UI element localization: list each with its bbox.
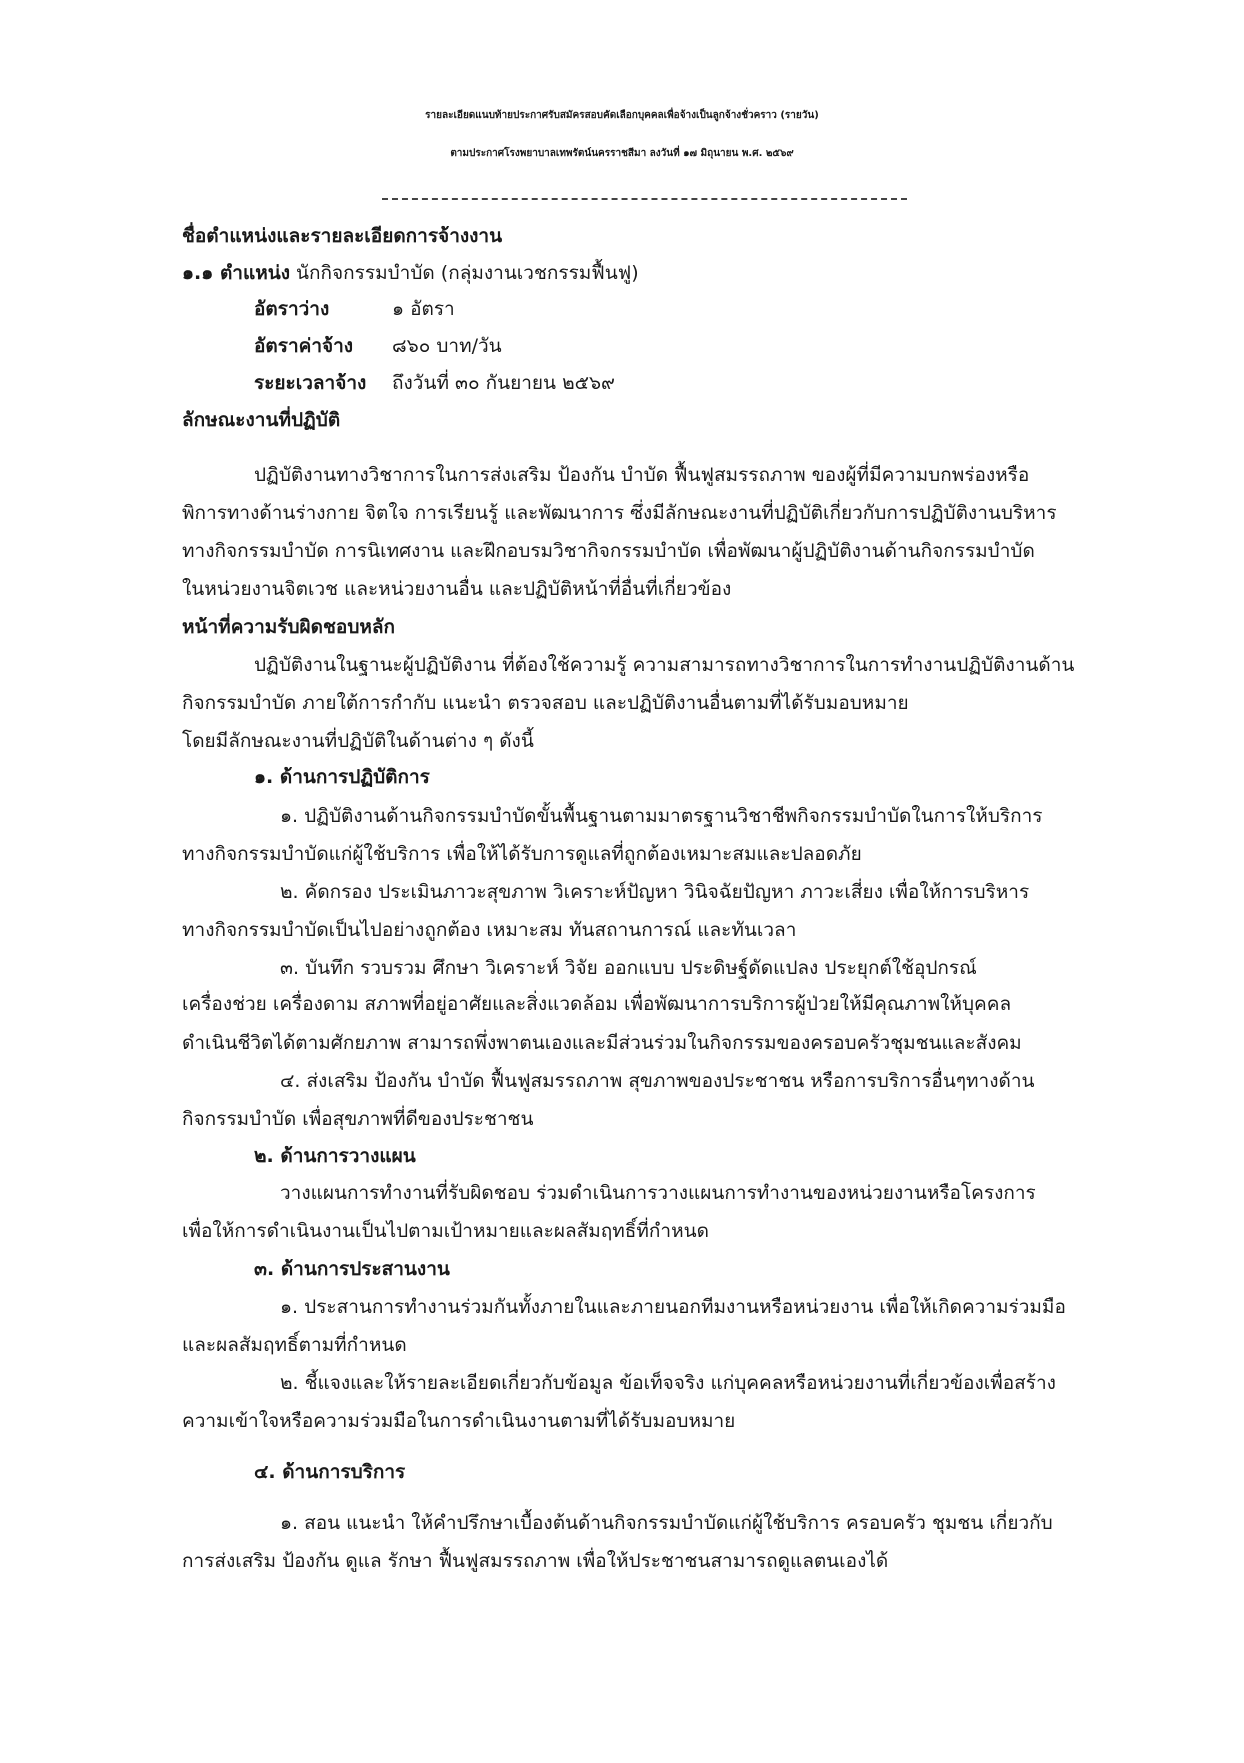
period-value: ถึงวันที่ ๓๐ กันยายน ๒๕๖๙ [392,372,615,394]
operations-line: ทางกิจกรรมบำบัดเป็นไปอย่างถูกต้อง เหมาะสม ทันสถานการณ์ และทันเวลา [182,919,797,941]
service-line: การส่งเสริม ป้องกัน ดูแล รักษา ฟื้นฟูสมรรถภาพ เพื่อให้ประชาชนสามารถดูแลตนเองได้ [182,1550,889,1572]
operations-line: ๓. บันทึก รวบรวม ศึกษา วิเคราะห์ วิจัย ออกแบบ ประดิษฐ์ดัดแปลง ประยุกต์ใช้อุปกรณ์ [280,957,977,979]
position-name: นักกิจกรรมบำบัด (กลุ่มงานเวชกรรมฟื้นฟู) [296,262,639,284]
operations-line: ๒. คัดกรอง ประเมินภาวะสุขภาพ วิเคราะห์ปัญหา วินิจฉัยปัญหา ภาวะเสี่ยง เพื่อให้การบริหาร [280,881,1030,903]
document-title-line-2: ตามประกาศโรงพยาบาลเทพรัตน์นครราชสีมา ลงวันที่ ๑๗ มิถุนายน พ.ศ. ๒๕๖๙ [450,148,794,159]
operations-line: เครื่องช่วย เครื่องดาม สภาพที่อยู่อาศัยและสิ่งแวดล้อม เพื่อพัฒนาการบริการผู้ป่วยให้มีคุณภาพให้บุคคล [182,993,1012,1015]
work-nature-line: ทางกิจกรรมบำบัด การนิเทศงาน และฝึกอบรมวิชากิจกรรมบำบัด เพื่อพัฒนาผู้ปฏิบัติงานด้านกิจกรรมบำบัด [182,540,1035,562]
operations-line: กิจกรรมบำบัด เพื่อสุขภาพที่ดีของประชาชน [182,1108,534,1130]
operations-line: ดำเนินชีวิตได้ตามศักยภาพ สามารถพึ่งพาตนเองและมีส่วนร่วมในกิจกรรมของครอบครัวชุมชนและสังคม [182,1032,1022,1054]
operations-heading: ๑. ด้านการปฏิบัติการ [254,766,430,788]
coordination-heading: ๓. ด้านการประสานงาน [254,1258,450,1280]
coordination-line: ๑. ประสานการทำงานร่วมกันทั้งภายในและภายนอกทีมงานหรือหน่วยงาน เพื่อให้เกิดความร่วมมือ [280,1296,1066,1318]
position-number-label: ๑.๑ ตำแหน่ง [182,262,290,284]
wage-label: อัตราค่าจ้าง [254,335,354,357]
work-nature-line: ในหน่วยงานจิตเวช และหน่วยงานอื่น และปฏิบัติหน้าที่อื่นที่เกี่ยวข้อง [182,578,732,600]
coordination-line: ๒. ชี้แจงและให้รายละเอียดเกี่ยวกับข้อมูล ข้อเท็จจริง แก่บุคคลหรือหน่วยงานที่เกี่ยวข้องเพื่อสร้าง [280,1372,1056,1394]
duties-intro-line: กิจกรรมบำบัด ภายใต้การกำกับ แนะนำ ตรวจสอบ และปฏิบัติงานอื่นตามที่ได้รับมอบหมาย [182,692,909,714]
vacancy-value: ๑ อัตรา [392,298,455,320]
operations-line: ๑. ปฏิบัติงานด้านกิจกรรมบำบัดขั้นพื้นฐานตามมาตรฐานวิชาชีพกิจกรรมบำบัดในการให้บริการ [280,805,1043,827]
duties-intro-line: โดยมีลักษณะงานที่ปฏิบัติในด้านต่าง ๆ ดังนี้ [182,730,534,752]
period-label: ระยะเวลาจ้าง [254,372,367,394]
document-title-line-1: รายละเอียดแนบท้ายประกาศรับสมัครสอบคัดเลือกบุคคลเพื่อจ้างเป็นลูกจ้างชั่วคราว (รายวัน) [425,110,819,121]
coordination-line: ความเข้าใจหรือความร่วมมือในการดำเนินงานตามที่ได้รับมอบหมาย [182,1410,736,1432]
coordination-line: และผลสัมฤทธิ์ตามที่กำหนด [182,1334,407,1356]
operations-line: ทางกิจกรรมบำบัดแก่ผู้ใช้บริการ เพื่อให้ได้รับการดูแลที่ถูกต้องเหมาะสมและปลอดภัย [182,843,862,865]
duties-heading: หน้าที่ความรับผิดชอบหลัก [182,616,396,638]
duties-intro-line: ปฏิบัติงานในฐานะผู้ปฏิบัติงาน ที่ต้องใช้ความรู้ ความสามารถทางวิชาการในการทำงานปฏิบัติงานด้าน [254,654,1075,676]
wage-value: ๘๖๐ บาท/วัน [392,335,502,357]
work-nature-heading: ลักษณะงานที่ปฏิบัติ [182,409,341,431]
planning-line: เพื่อให้การดำเนินงานเป็นไปตามเป้าหมายและผลสัมฤทธิ์ที่กำหนด [182,1220,709,1242]
section-title: ชื่อตำแหน่งและรายละเอียดการจ้างงาน [182,225,503,247]
work-nature-line: พิการทางด้านร่างกาย จิตใจ การเรียนรู้ และพัฒนาการ ซึ่งมีลักษณะงานที่ปฏิบัติเกี่ยวกับการปฏิบัติงานบริหาร [182,502,1057,524]
vacancy-label: อัตราว่าง [254,298,330,320]
planning-heading: ๒. ด้านการวางแผน [254,1145,416,1167]
service-heading: ๔. ด้านการบริการ [254,1461,406,1483]
operations-line: ๔. ส่งเสริม ป้องกัน บำบัด ฟื้นฟูสมรรถภาพ สุขภาพของประชาชน หรือการบริการอื่นๆทางด้าน [280,1070,1035,1092]
planning-line: วางแผนการทำงานที่รับผิดชอบ ร่วมดำเนินการวางแผนการทำงานของหน่วยงานหรือโครงการ [280,1182,1036,1204]
position-line [182,260,639,286]
title-divider [382,198,907,200]
service-line: ๑. สอน แนะนำ ให้คำปรึกษาเบื้องต้นด้านกิจกรรมบำบัดแก่ผู้ใช้บริการ ครอบครัว ชุมชน เกี่ยวกับ [280,1512,1053,1534]
work-nature-line: ปฏิบัติงานทางวิชาการในการส่งเสริม ป้องกัน บำบัด ฟื้นฟูสมรรถภาพ ของผู้ที่มีความบกพร่องหรือ [254,464,1030,486]
